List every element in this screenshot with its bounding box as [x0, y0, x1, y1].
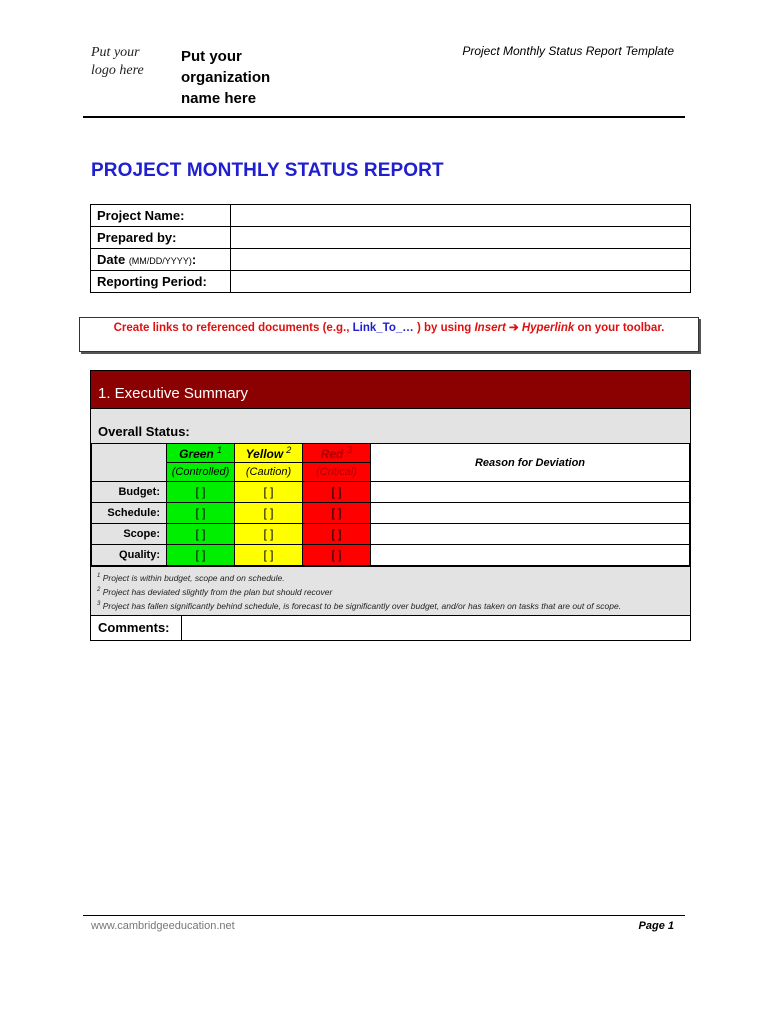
scope-green-checkbox[interactable]: [ ] — [167, 524, 235, 545]
info-label-date — [91, 249, 231, 271]
red-subheader: (Critical) — [303, 463, 371, 482]
example-link[interactable]: Link_To_… — [352, 322, 414, 334]
green-subheader: (Controlled) — [167, 463, 235, 482]
row-label: Quality: — [92, 545, 167, 566]
info-label: Prepared by: — [91, 227, 231, 249]
green-sup: 1 — [216, 445, 222, 456]
yellow-label: Yellow — [245, 446, 284, 461]
notice-text: Create links to referenced documents (e.g., — [113, 322, 353, 334]
date-format-hint: (MM/DD/YYYY) — [128, 256, 192, 266]
yellow-header — [235, 444, 303, 463]
project-info-table — [90, 204, 691, 293]
budget-red-checkbox[interactable]: [ ] — [303, 482, 371, 503]
info-label: Project Name: — [91, 205, 231, 227]
info-label: Reporting Period: — [91, 271, 231, 293]
schedule-reason-field[interactable] — [371, 503, 690, 524]
schedule-yellow-checkbox[interactable]: [ ] — [235, 503, 303, 524]
scope-red-checkbox[interactable]: [ ] — [303, 524, 371, 545]
footer-website: www.cambridgeeducation.net — [91, 920, 235, 932]
comments-row — [91, 615, 690, 640]
arrow-icon: ➔ — [509, 322, 519, 334]
schedule-green-checkbox[interactable]: [ ] — [167, 503, 235, 524]
row-label: Scope: — [92, 524, 167, 545]
prepared-by-field[interactable] — [231, 227, 691, 249]
quality-green-checkbox[interactable]: [ ] — [167, 545, 235, 566]
logo-placeholder: Put your logo here — [91, 45, 144, 78]
footer-divider — [83, 915, 685, 916]
status-row-scope — [92, 524, 690, 545]
status-table — [91, 443, 690, 566]
info-row-project-name — [91, 205, 691, 227]
date-label: Date — [97, 252, 126, 267]
notice-text: ) by using — [413, 322, 475, 334]
notice-text: on your toolbar. — [574, 322, 665, 334]
yellow-subheader: (Caution) — [235, 463, 303, 482]
overall-status-label: Overall Status: — [91, 408, 690, 443]
date-label-suffix: : — [191, 252, 197, 267]
status-row-schedule — [92, 503, 690, 524]
empty-corner — [92, 444, 167, 482]
footnote: $^1$ Project is within budget, scope and on schedule. — [97, 572, 285, 583]
row-label: Budget: — [92, 482, 167, 503]
info-row-reporting-period — [91, 271, 691, 293]
date-field[interactable] — [231, 249, 691, 271]
project-name-field[interactable] — [231, 205, 691, 227]
executive-summary-section — [90, 370, 691, 641]
red-label: Red — [320, 447, 344, 461]
status-header-row — [92, 444, 690, 463]
comments-label: Comments: — [91, 616, 182, 640]
status-footnotes — [91, 566, 690, 615]
schedule-red-checkbox[interactable]: [ ] — [303, 503, 371, 524]
quality-reason-field[interactable] — [371, 545, 690, 566]
scope-yellow-checkbox[interactable]: [ ] — [235, 524, 303, 545]
green-header — [167, 444, 235, 463]
template-title: Project Monthly Status Report Template — [462, 44, 674, 58]
status-row-quality — [92, 545, 690, 566]
quality-yellow-checkbox[interactable]: [ ] — [235, 545, 303, 566]
notice-hyperlink: Hyperlink — [521, 322, 575, 334]
yellow-sup: 2 — [286, 445, 292, 456]
budget-yellow-checkbox[interactable]: [ ] — [235, 482, 303, 503]
red-header — [303, 444, 371, 463]
footnote: $^2$ Project has deviated slightly from the plan but should recover — [97, 586, 333, 597]
budget-green-checkbox[interactable]: [ ] — [167, 482, 235, 503]
comments-field[interactable] — [182, 616, 690, 640]
row-label: Schedule: — [92, 503, 167, 524]
hyperlink-notice — [79, 317, 699, 352]
organization-name: Put your organization name here — [181, 48, 271, 107]
info-row-date — [91, 249, 691, 271]
reporting-period-field[interactable] — [231, 271, 691, 293]
footnote: $^3$ Project has fallen significantly behind schedule, is forecast to be significantly over budget, and/or has taken on tasks that are out of scope. — [97, 600, 622, 611]
reason-header: Reason for Deviation — [371, 444, 690, 482]
quality-red-checkbox[interactable]: [ ] — [303, 545, 371, 566]
notice-insert: Insert — [474, 322, 506, 334]
page-number: Page 1 — [638, 920, 674, 932]
section-heading: 1. Executive Summary — [91, 371, 690, 408]
red-sup: 3 — [346, 445, 353, 456]
green-label: Green — [179, 446, 214, 461]
budget-reason-field[interactable] — [371, 482, 690, 503]
header-divider — [83, 116, 685, 118]
info-row-prepared-by — [91, 227, 691, 249]
scope-reason-field[interactable] — [371, 524, 690, 545]
status-row-budget — [92, 482, 690, 503]
report-title: PROJECT MONTHLY STATUS REPORT — [91, 160, 444, 181]
